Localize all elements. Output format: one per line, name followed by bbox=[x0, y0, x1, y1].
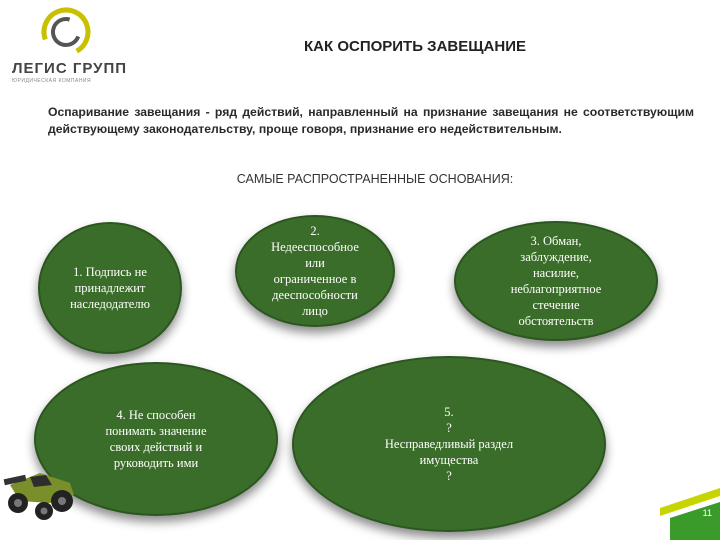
ground-2-line: 2. bbox=[310, 224, 320, 238]
ground-5-line: имущества bbox=[419, 453, 479, 467]
ground-2-line: ограниченное в bbox=[273, 272, 357, 286]
page-title: КАК ОСПОРИТЬ ЗАВЕЩАНИЕ bbox=[304, 38, 526, 55]
ground-1-line: 1. Подпись не bbox=[73, 265, 147, 279]
race-car-icon bbox=[0, 455, 84, 525]
ground-5-line: ? bbox=[446, 469, 452, 483]
ground-3-line: стечение bbox=[532, 298, 580, 312]
ground-2-line: Недееспособное bbox=[271, 240, 359, 254]
ground-5-line: ? bbox=[446, 421, 452, 435]
ground-5-line: 5. bbox=[444, 405, 454, 419]
ground-4-line: 4. Не способен bbox=[116, 408, 196, 422]
ground-4-line: своих действий и bbox=[109, 440, 203, 454]
logo-tagline: ЮРИДИЧЕСКАЯ КОМПАНИЯ bbox=[12, 78, 92, 84]
page-number: 11 bbox=[702, 508, 712, 518]
ground-4-line: понимать значение bbox=[105, 424, 207, 438]
ground-2-line: лицо bbox=[302, 304, 328, 318]
ground-3-line: неблагоприятное bbox=[510, 282, 602, 296]
ground-3-line: 3. Обман, bbox=[530, 234, 582, 248]
ground-5-line: Несправедливый раздел bbox=[384, 437, 514, 451]
ground-2-line: дееспособности bbox=[272, 288, 358, 302]
logo-company-name: ЛЕГИС ГРУПП bbox=[12, 60, 128, 77]
ground-oval-2 bbox=[235, 215, 395, 327]
ground-oval-3 bbox=[454, 221, 658, 341]
grounds-subheading: САМЫЕ РАСПРОСТРАНЕННЫЕ ОСНОВАНИЯ: bbox=[236, 172, 514, 186]
ground-2-line: или bbox=[305, 256, 325, 270]
ground-4-line: руководить ими bbox=[113, 456, 199, 470]
ground-1-line: принадлежит bbox=[74, 281, 146, 295]
intro-paragraph: Оспаривание завещания - ряд действий, направленный на признание завещания не соответствующим действующему законодательству, проще говоря, признание его недействительным. bbox=[48, 105, 694, 136]
ground-3-line: насилие, bbox=[532, 266, 580, 280]
ground-oval-5 bbox=[292, 356, 606, 532]
ground-3-line: обстоятельств bbox=[518, 314, 594, 328]
ground-oval-1 bbox=[38, 222, 182, 354]
ground-1-line: наследодателю bbox=[70, 297, 150, 311]
ground-3-line: заблуждение, bbox=[520, 250, 592, 264]
